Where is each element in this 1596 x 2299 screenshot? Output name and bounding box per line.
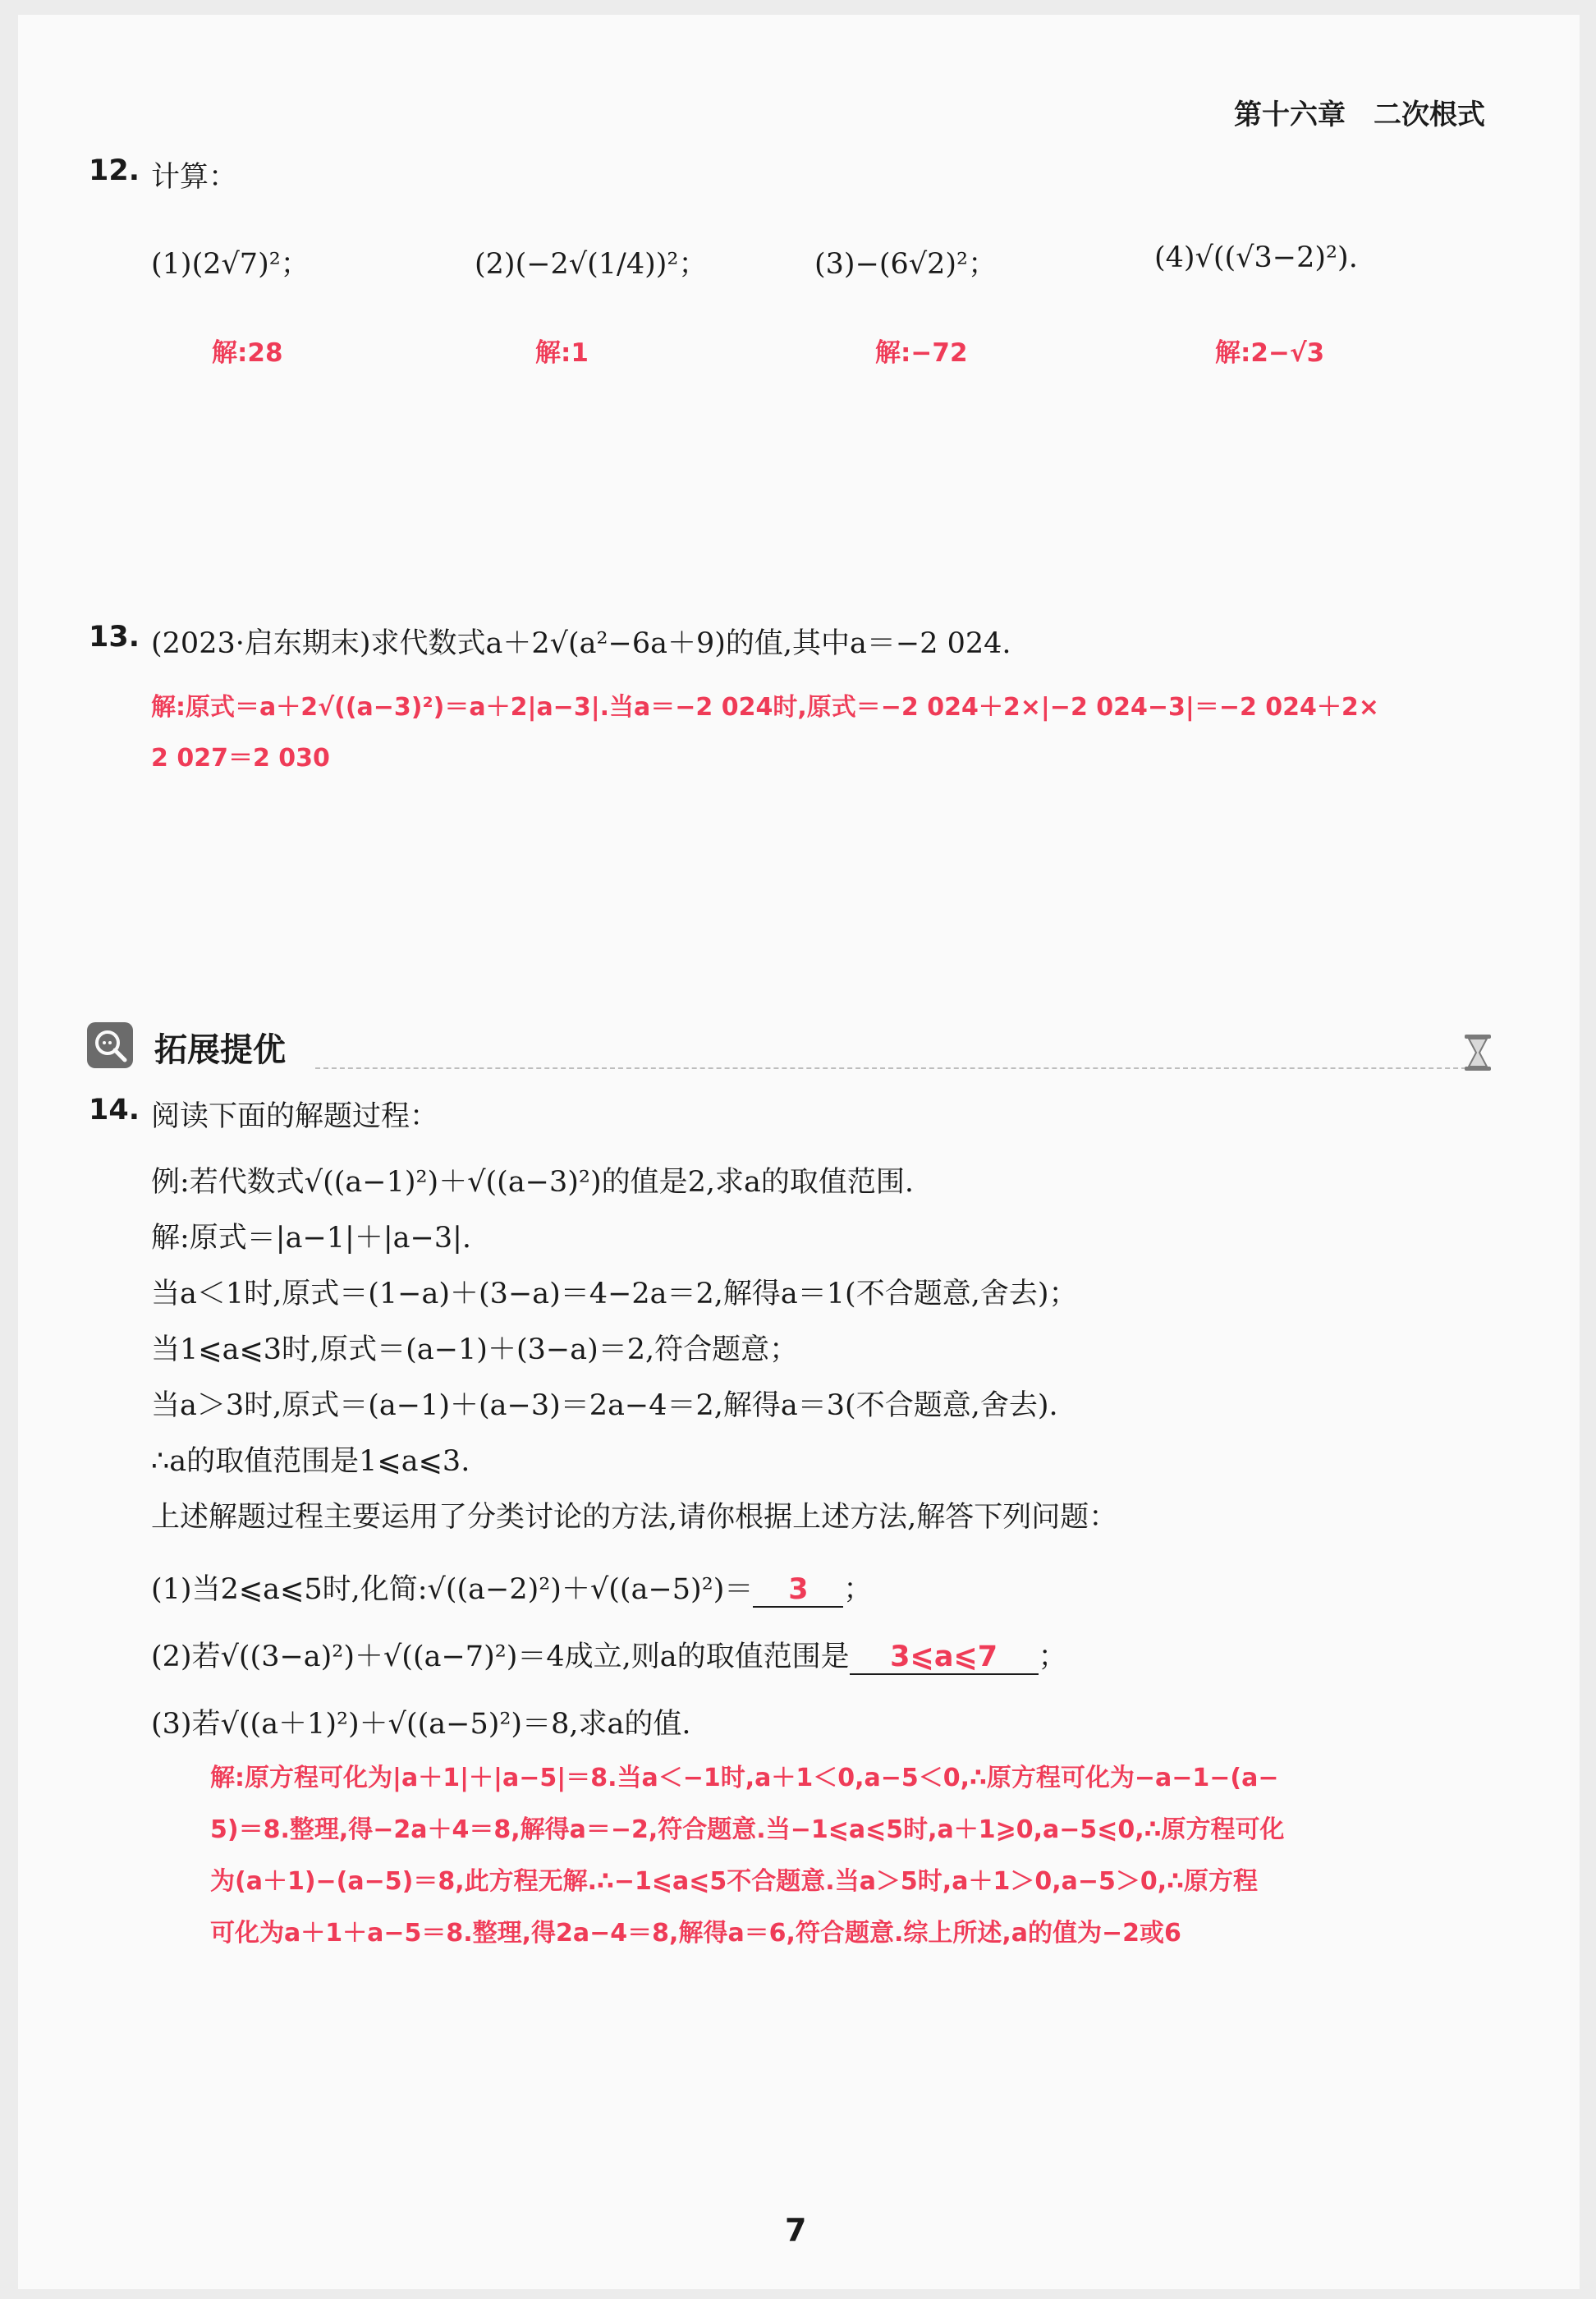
sub-question-1: (1)当2⩽a⩽5时,化简:√((a−2)²)＋√((a−5)²)＝ 3 ； [151, 1573, 873, 1606]
answer-blank-1: 3 [753, 1573, 843, 1608]
sub-question-3: (3)若√((a＋1)²)＋√((a−5)²)＝8,求a的值. [151, 1708, 691, 1741]
q12-answer-3: 解:−72 [875, 338, 968, 368]
q14-answer-line-3: 为(a＋1)−(a−5)＝8,此方程无解.∴−1⩽a⩽5不合题意.当a＞5时,a＋1＞0,a−5＞0,∴原方程 [210, 1867, 1258, 1896]
question-14-number: 14. [89, 1094, 140, 1127]
example-line-4: 当1⩽a⩽3时,原式＝(a−1)＋(3−a)＝2,符合题意； [151, 1333, 799, 1366]
example-line-6: ∴a的取值范围是1⩽a⩽3. [151, 1445, 470, 1478]
q14-answer-line-2: 5)＝8.整理,得−2a＋4＝8,解得a＝−2,符合题意.当−1⩽a⩽5时,a＋1⩾0,a−5⩽0,∴原方程可化 [210, 1815, 1285, 1844]
q12-part-2: (2)(−2√(1/4))²； [475, 248, 708, 281]
q13-answer-line-1: 解:原式＝a＋2√((a−3)²)＝a＋2|a−3|.当a＝−2 024时,原式＝−2 024＋2×|−2 024−3|＝−2 024＋2× [151, 693, 1379, 722]
example-line-5: 当a＞3时,原式＝(a−1)＋(a−3)＝2a−4＝2,解得a＝3(不合题意,舍去). [151, 1389, 1058, 1422]
example-line-7: 上述解题过程主要运用了分类讨论的方法,请你根据上述方法,解答下列问题： [151, 1501, 1118, 1534]
hourglass-icon [1461, 1033, 1494, 1072]
section-divider [315, 1067, 1474, 1069]
magnifier-icon [87, 1022, 133, 1068]
q14-answer-line-4: 可化为a＋1＋a−5＝8.整理,得2a−4＝8,解得a＝6,符合题意.综上所述,a的值为−2或6 [210, 1919, 1181, 1948]
q13-answer-line-2: 2 027＝2 030 [151, 744, 330, 773]
q12-answer-4: 解:2−√3 [1215, 338, 1325, 368]
question-12-number: 12. [89, 154, 140, 187]
q12-answer-1: 解:28 [212, 338, 283, 368]
q12-part-4: (4)√((√3−2)²). [1154, 241, 1358, 274]
example-line-3: 当a＜1时,原式＝(1−a)＋(3−a)＝4−2a＝2,解得a＝1(不合题意,舍去)； [151, 1278, 1078, 1310]
question-12-prompt: 计算： [151, 161, 238, 194]
question-14-prompt: 阅读下面的解题过程： [151, 1100, 439, 1133]
example-line-2: 解:原式＝|a−1|＋|a−3|. [151, 1222, 472, 1255]
q12-part-1: (1)(2√7)²； [151, 248, 310, 281]
q12-answer-2: 解:1 [535, 338, 589, 368]
question-13-number: 13. [89, 621, 140, 654]
page-number: 7 [785, 2212, 807, 2248]
section-title: 拓展提优 [154, 1031, 286, 1069]
question-13-prompt: (2023·启东期末)求代数式a＋2√(a²−6a＋9)的值,其中a＝−2 024. [151, 627, 1011, 660]
sub-question-2: (2)若√((3−a)²)＋√((a−7)²)＝4成立,则a的取值范围是 3⩽a⩽7 ； [151, 1641, 1067, 1673]
q14-answer-line-1: 解:原方程可化为|a＋1|＋|a−5|＝8.当a＜−1时,a＋1＜0,a−5＜0,∴原方程可化为−a−1−(a− [210, 1764, 1279, 1792]
q12-part-3: (3)−(6√2)²； [814, 248, 998, 281]
example-line-1: 例:若代数式√((a−1)²)＋√((a−3)²)的值是2,求a的取值范围. [151, 1166, 915, 1199]
answer-blank-2: 3⩽a⩽7 [850, 1641, 1039, 1675]
chapter-header: 第十六章 二次根式 [1234, 99, 1485, 131]
